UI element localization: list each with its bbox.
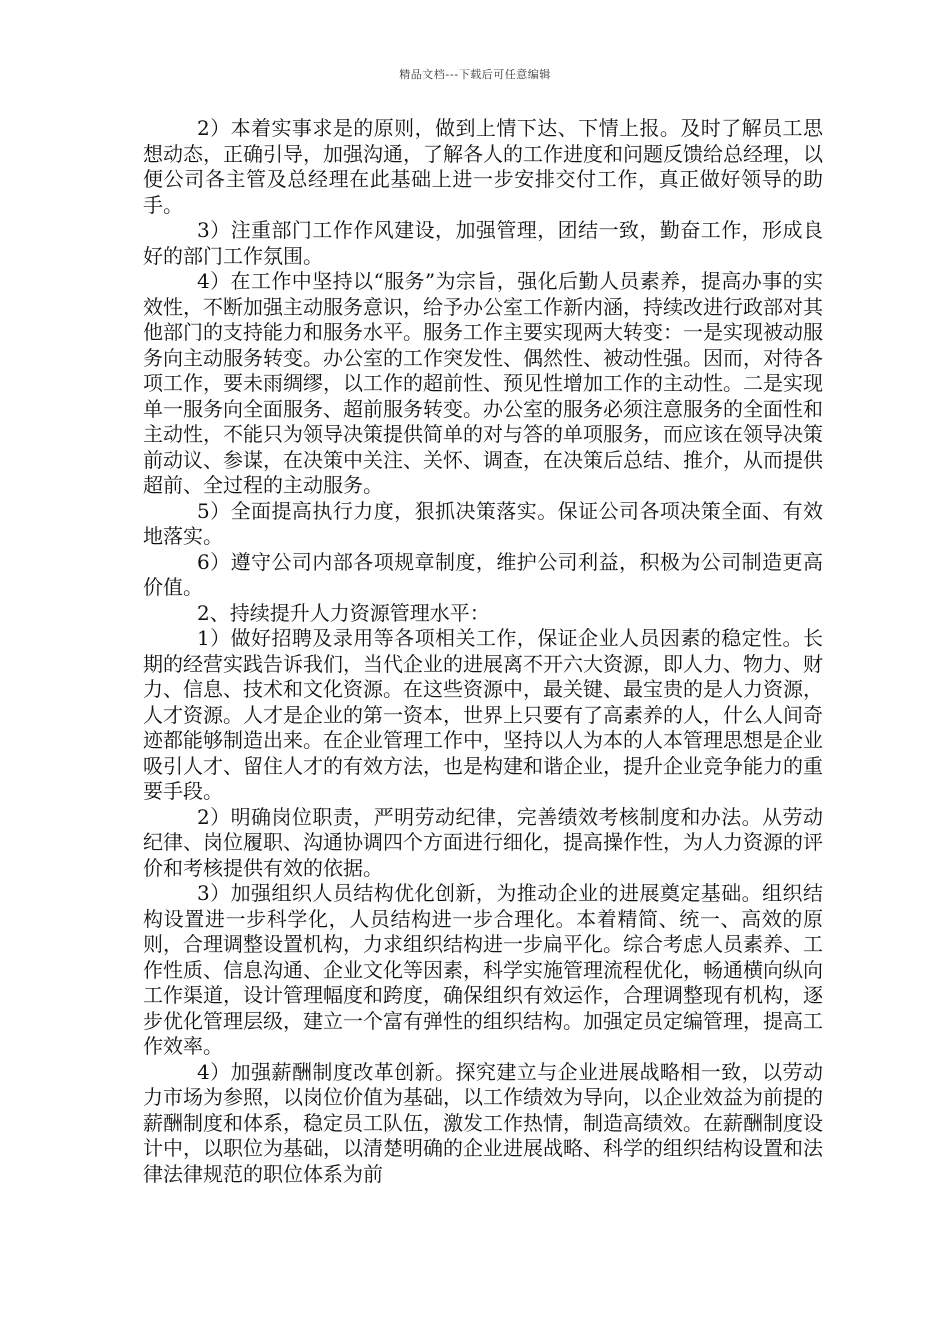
paragraph-1: 2）本着实事求是的原则，做到上情下达、下情上报。及时了解员工思想动态，正确引导，加强沟通，了解各人的工作进度和问题反馈给总经理，以便公司各主管及总经理在此基础上进一步安排交付工作，真正做好领导的助手。 xyxy=(143,116,823,217)
paragraph-2: 3）注重部门工作作风建设，加强管理，团结一致，勤奋工作，形成良好的部门工作氛围。 xyxy=(143,218,823,268)
section-heading-hr: 2、持续提升人力资源管理水平： xyxy=(197,600,490,625)
paragraph-8: 3）加强组织人员结构优化创新，为推动企业的进展奠定基础。组织结构设置进一步科学化，人员结构进一步合理化。本着精简、统一、高效的原则，合理调整设置机构，力求组织结构进一步扁平化。综合考虑人员素养、工作性质、信息沟通、企业文化等因素，科学实施管理流程优化，畅通横向纵向工作渠道，设计管理幅度和跨度，确保组织有效运作，合理调整现有机构，逐步优化管理层级，建立一个富有弹性的组织结构。加强定员定编管理，提高工作效率。 xyxy=(143,881,823,1058)
paragraph-9: 4）加强薪酬制度改革创新。探究建立与企业进展战略相一致，以劳动力市场为参照，以岗位价值为基础，以工作绩效为导向，以企业效益为前提的薪酬制度和体系，稳定员工队伍，激发工作热情，制造高绩效。在薪酬制度设计中，以职位为基础，以清楚明确的企业进展战略、科学的组织结构设置和法律法律规范的职位体系为前 xyxy=(143,1059,823,1186)
paragraph-6: 1）做好招聘及录用等各项相关工作，保证企业人员因素的稳定性。长期的经营实践告诉我们，当代企业的进展离不开六大资源，即人力、物力、财力、信息、技术和文化资源。在这些资源中，最关键、最宝贵的是人力资源，人才资源。人才是企业的第一资本，世界上只要有了高素养的人，什么人间奇迹都能够制造出来。在企业管理工作中，坚持以人为本的人本管理思想是企业吸引人才、留住人才的有效方法，也是构建和谐企业，提升企业竞争能力的重要手段。 xyxy=(143,626,823,803)
paragraph-3: 4）在工作中坚持以“服务”为宗旨，强化后勤人员素养，提高办事的实效性，不断加强主动服务意识，给予办公室工作新内涵，持续改进行政部对其他部门的支持能力和服务水平。服务工作主要实现两大转变：一是实现被动服务向主动服务转变。办公室的工作突发性、偶然性、被动性强。因而，对待各项工作，要未雨绸缪，以工作的超前性、预见性增加工作的主动性。二是实现单一服务向全面服务、超前服务转变。办公室的服务必须注意服务的全面性和主动性，不能只为领导决策提供简单的对与答的单项服务，而应该在领导决策前动议、参谋，在决策中关注、关怀、调查，在决策后总结、推介，从而提供超前、全过程的主动服务。 xyxy=(143,269,823,497)
page-header: 精品文档---下载后可任意编辑 xyxy=(399,68,551,81)
paragraph-4: 5）全面提高执行力度，狠抓决策落实。保证公司各项决策全面、有效地落实。 xyxy=(143,498,823,548)
paragraph-7: 2）明确岗位职责，严明劳动纪律，完善绩效考核制度和办法。从劳动纪律、岗位履职、沟通协调四个方面进行细化，提高操作性，为人力资源的评价和考核提供有效的依据。 xyxy=(143,804,823,880)
paragraph-5: 6）遵守公司内部各项规章制度，维护公司利益，积极为公司制造更高价值。 xyxy=(143,549,823,599)
document-body xyxy=(143,116,823,1187)
